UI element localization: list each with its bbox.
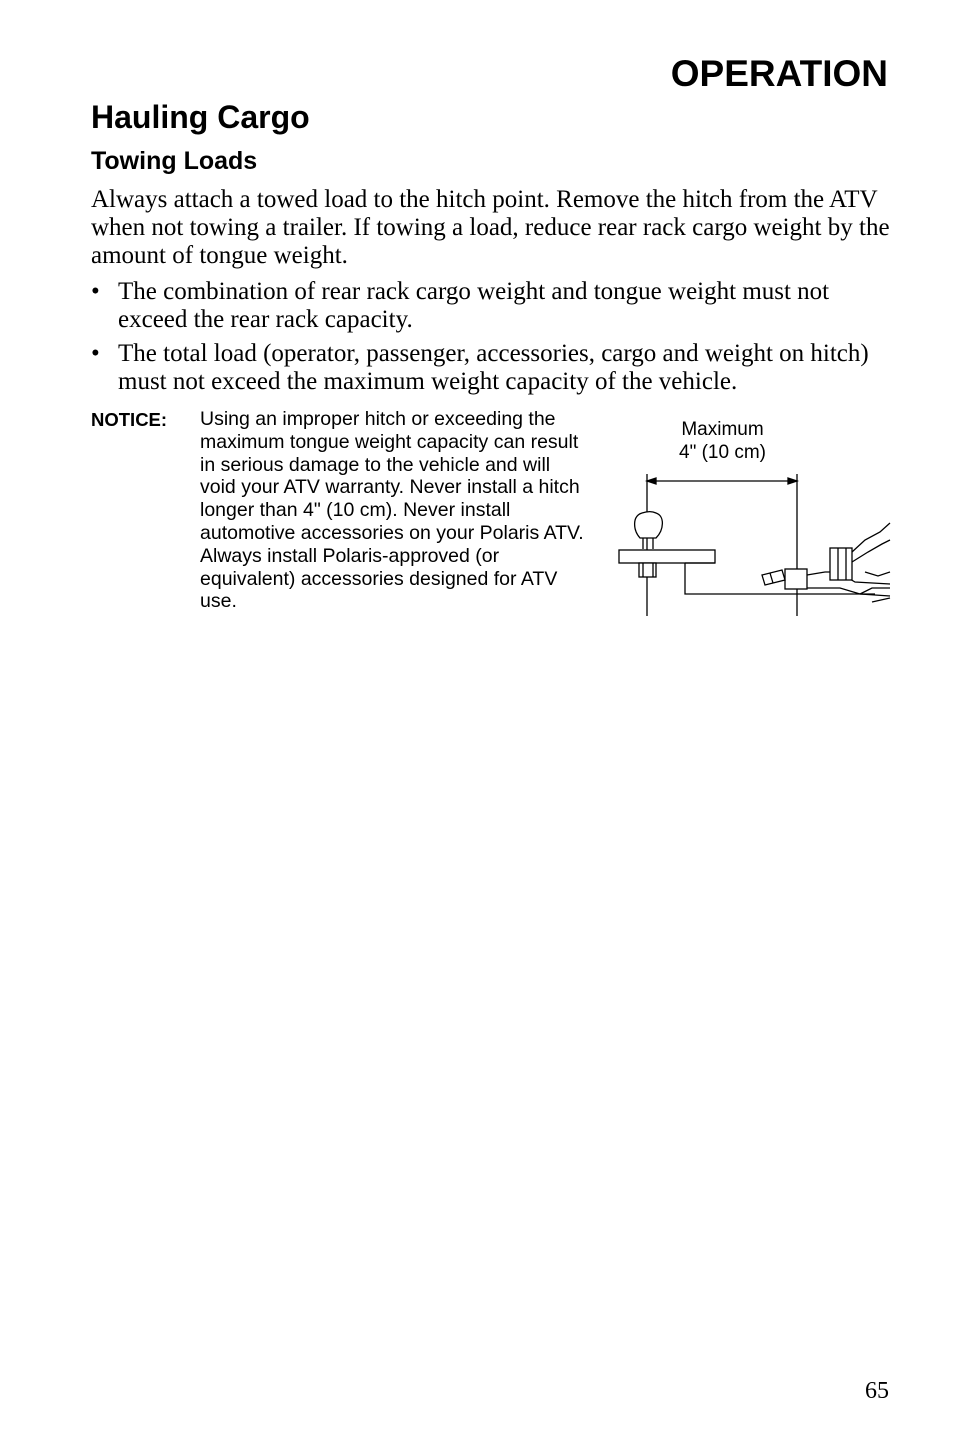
page-number: 65: [865, 1378, 889, 1404]
hitch-ball-icon: [635, 512, 663, 539]
vehicle-frame-bracket: [830, 548, 852, 580]
hitch-pin-icon: [785, 569, 807, 589]
section-subtitle: Towing Loads: [91, 147, 258, 175]
arrow-right-icon: [788, 478, 797, 484]
figure-label-line1: Maximum: [681, 419, 764, 440]
hitch-illustration: [610, 412, 895, 622]
page-title: Hauling Cargo: [91, 99, 310, 135]
notice-text: Using an improper hitch or exceeding the maximum tongue weight capacity can result in serious damage to the vehicle and will void your ATV warranty. Never install a hitch longer than 4" (10 cm). Never install automotive accessories on your Polaris ATV. Always install Polaris-approved (or equivalent) accessories designed for ATV use.: [200, 408, 584, 613]
list-item: [91, 340, 891, 396]
bullet-icon: •: [91, 340, 100, 367]
arrow-left-icon: [647, 478, 656, 484]
bullet-list: [91, 278, 891, 402]
section-header: OPERATION: [670, 53, 888, 94]
intro-paragraph: Always attach a towed load to the hitch point. Remove the hitch from the ATV when not towing a trailer. If towing a load, reduce rear rack cargo weight by the amount of tongue weight.: [91, 186, 890, 269]
list-item: [91, 278, 891, 334]
figure-label-line2: 4" (10 cm): [679, 442, 766, 463]
bullet-text: The total load (operator, passenger, accessories, cargo and weight on hitch) must not exceed the maximum weight capacity of the vehicle.: [118, 340, 869, 395]
bullet-icon: •: [91, 278, 100, 305]
hitch-plate: [619, 550, 715, 563]
notice-label: NOTICE:: [91, 409, 168, 430]
hitch-diagram: [610, 412, 895, 622]
bullet-text: The combination of rear rack cargo weight and tongue weight must not exceed the rear rack capacity.: [118, 278, 830, 333]
